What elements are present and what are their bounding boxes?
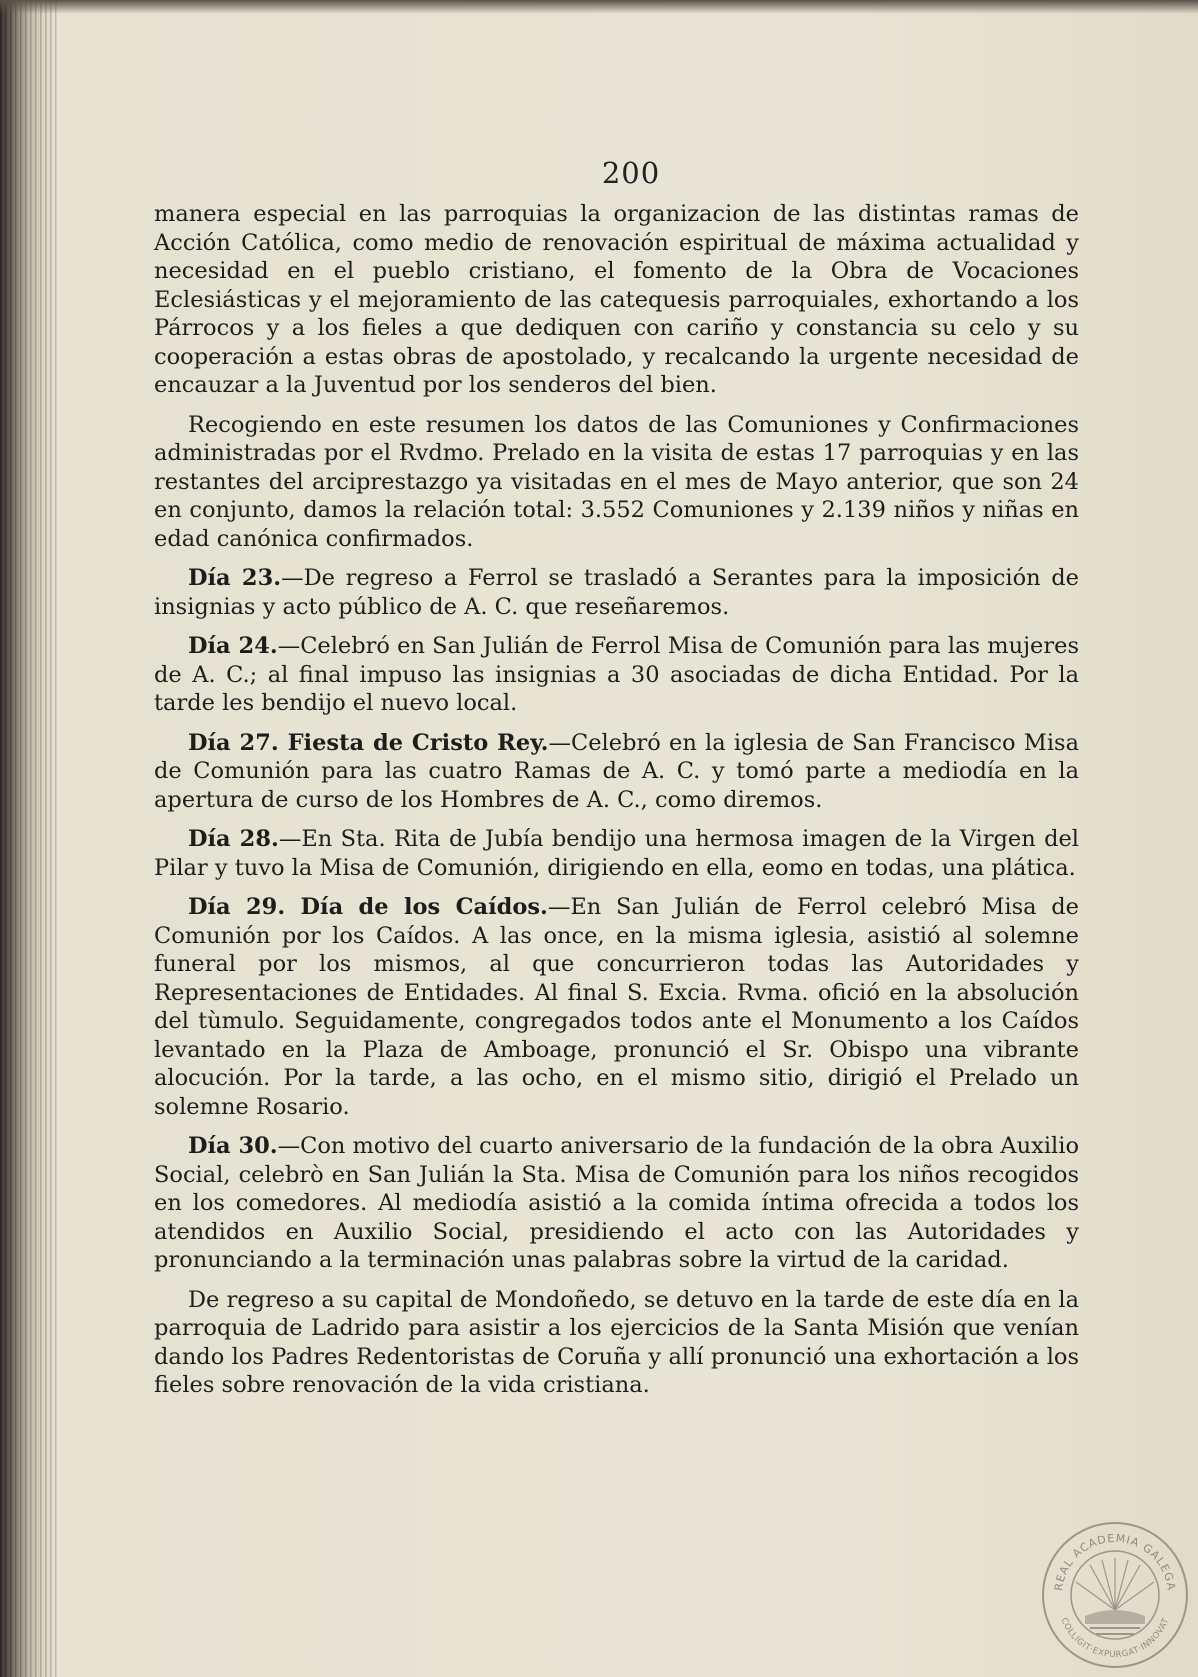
book-page [64,0,1198,1677]
academy-seal-stamp [1040,1520,1190,1670]
page-edges [0,0,60,1677]
paragraph-dia-28: Día 28.—En Sta. Rita de Jubía bendijo una hermosa imagen de la Virgen del Pilar y tuvo la Misa de Comunión, dirigiendo en ella, eomo en todas, una plática. [154,826,1079,881]
page-number: 200 [601,156,661,190]
entry-date-heading: Día 23. [188,565,282,591]
paragraph-dia-29: Día 29. Día de los Caídos.—En San Julián de Ferrol celebró Misa de Comunión por los Caídos. A las once, en la misma iglesia, asistió al solemne funeral por los mismos, al que concurrieron todas las Autoridades y Representaciones de Entidades. Al final S. Excia. Rvma. ofició en la absolución del tùmulo. Seguidamente, congregados todos ante el Monumento a los Caídos levantado en la Plaza de Amboage, pronunció el Sr. Obispo una vibrante alocución. Por la tarde, a las ocho, en el mismo sitio, dirigió el Prelado un solemne Rosario. [154,894,1079,1120]
paragraph-dia-27: Día 27. Fiesta de Cristo Rey.—Celebró en la iglesia de San Francisco Misa de Comunión para las cuatro Ramas de A. C. y tomó parte a mediodía en la apertura de curso de los Hombres de A. C., como diremos. [154,729,1079,813]
seal-bottom-text: COLLIGIT·EXPURGAT·INNOVAT [1058,1616,1172,1661]
body-text [154,200,1079,1411]
entry-date-heading: Día 27. Fiesta de Cristo Rey. [188,729,549,756]
paragraph-dia-23: Día 23.—De regreso a Ferrol se trasladó a Serantes para la imposición de insignias y acto público de A. C. que reseñaremos. [154,565,1079,620]
paragraph-dia-30: Día 30.—Con motivo del cuarto aniversario de la fundación de la obra Auxilio Social, celebrò en San Julián la Sta. Misa de Comunión para los niños recogidos en los comedores. Al mediodía asistió a la comida íntima ofrecida a todos los atendidos en Auxilio Social, presidiendo el acto con las Autoridades y pronunciando a la terminación unas palabras sobre la virtud de la caridad. [154,1133,1079,1273]
seal-top-text: REAL ACADEMIA GALEGA [1052,1531,1178,1592]
paragraph-summary: Recogiendo en este resumen los datos de las Comuniones y Confirmaciones administradas por el Rvdmo. Prelado en la visita de estas 17 parroquias y en las restantes del arciprestazgo ya visitadas en el mes de Mayo anterior, que son 24 en conjunto, damos la relación total: 3.552 Comuniones y 2.139 niños y niñas en edad canónica confirmados. [154,411,1079,552]
paragraph-dia-24: Día 24.—Celebró en San Julián de Ferrol Misa de Comunión para las mujeres de A. C.; al final impuso las insignias a 30 asociadas de dicha Entidad. Por la tarde les bendijo el nuevo local. [154,633,1079,716]
paragraph-intro-continued: manera especial en las parroquias la organizacion de las distintas ramas de Acción Católica, como medio de renovación espiritual de máxima actualidad y necesidad en el pueblo cristiano, el fomento de la Obra de Vocaciones Eclesiásticas y el mejoramiento de las catequesis parroquiales, exhortando a los Párrocos y a los fieles a que dediquen con cariño y constancia su celo y su cooperación a estas obras de apostolado, y recalcando la urgente necesidad de encauzar a la Juventud por los senderos del bien. [154,201,1079,398]
entry-date-heading: Día 29. Día de los Caídos. [188,894,548,920]
entry-date-heading: Día 28. [188,826,279,852]
entry-date-heading: Día 24. [188,633,278,659]
paragraph-mondonedo: De regreso a su capital de Mondoñedo, se detuvo en la tarde de este día en la parroquia de Ladrido para asistir a los ejercicios de la Santa Misión que venían dando los Padres Redentoristas de Coruña y allí pronunció una exhortación a los fieles sobre renovación de la vida cristiana. [154,1286,1079,1398]
entry-date-heading: Día 30. [188,1133,278,1159]
